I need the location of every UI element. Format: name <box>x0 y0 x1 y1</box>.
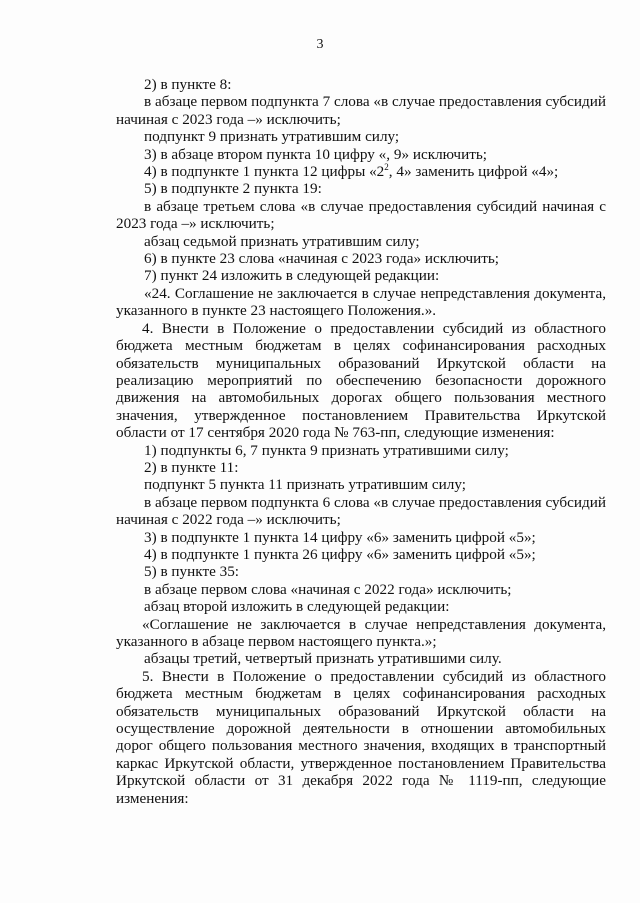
paragraph: «Соглашение не заключается в случае непредставления документа, указанного в абзаце первом настоящего пункта.»; <box>116 615 606 650</box>
paragraph: 6) в пункте 23 слова «начиная с 2023 года» исключить; <box>144 250 500 268</box>
paragraph: абзац седьмой признать утратившим силу; <box>144 232 420 250</box>
paragraph: 5) в подпункте 2 пункта 19: <box>144 180 322 198</box>
paragraph: 2) в пункте 11: <box>144 458 239 476</box>
paragraph: подпункт 5 пункта 11 признать утратившим силу; <box>144 476 466 494</box>
paragraph: 2) в пункте 8: <box>144 76 232 93</box>
document-body <box>116 76 606 807</box>
page-number: 3 <box>316 37 324 52</box>
paragraph: в абзаце первом подпункта 7 слова «в случае предоставления субсидий начиная с 2023 года –» исключить; <box>116 93 606 128</box>
paragraph: 3) в абзаце втором пункта 10 цифру «, 9» исключить; <box>144 145 487 163</box>
paragraph: в абзаце первом слова «начиная с 2022 года» исключить; <box>144 580 512 598</box>
paragraph: 4) в подпункте 1 пункта 26 цифру «6» заменить цифрой «5»; <box>144 545 536 563</box>
paragraph: абзацы третий, четвертый признать утратившими силу. <box>144 650 502 668</box>
paragraph: 1) подпункты 6, 7 пункта 9 признать утратившими силу; <box>144 441 509 459</box>
paragraph: «24. Соглашение не заключается в случае непредставления документа, указанного в пункте 23 настоящего Положения.». <box>116 284 606 320</box>
paragraph: 7) пункт 24 изложить в следующей редакции: <box>144 267 440 285</box>
paragraph: в абзаце третьем слова «в случае предоставления субсидий начиная с 2023 года –» исключить; <box>116 197 606 233</box>
paragraph: 5) в пункте 35: <box>144 563 240 581</box>
paragraph: в абзаце первом подпункта 6 слова «в случае предоставления субсидий начиная с 2022 года –» исключить; <box>116 493 606 529</box>
paragraph-part: 4) в подпункте 1 пункта 12 цифры «2 <box>144 163 385 181</box>
paragraph: 5. Внести в Положение о предоставлении субсидий из областного бюджета местным бюджетам в целях софинансирования расходных обязательств муниципальных образований Иркутской области на осуществление дорожной деятельности в отношении автомобильных дорог общего пользования местного значения, входящих в транспортный каркас Иркутской области, утвержденное постановлением Правительства Иркутской области от 31 декабря 2022 года № 1119-пп, следующие изменения: <box>116 667 606 807</box>
paragraph: 3) в подпункте 1 пункта 14 цифру «6» заменить цифрой «5»; <box>144 528 536 546</box>
paragraph: 4. Внести в Положение о предоставлении субсидий из областного бюджета местным бюджетам в целях софинансирования расходных обязательств муниципальных образований Иркутской области на реализацию мероприятий по обеспечению безопасности дорожного движения на автомобильных дорогах общего пользования местного значения, утвержденное постановлением Правительства Иркутской области от 17 сентября 2020 года № 763-пп, следующие изменения: <box>116 319 606 442</box>
paragraph: подпункт 9 признать утратившим силу; <box>144 128 400 146</box>
paragraph <box>116 163 606 180</box>
superscript: 2 <box>384 161 389 172</box>
paragraph-part: , 4» заменить цифрой «4»; <box>388 163 559 181</box>
paragraph: абзац второй изложить в следующей редакции: <box>144 598 450 616</box>
